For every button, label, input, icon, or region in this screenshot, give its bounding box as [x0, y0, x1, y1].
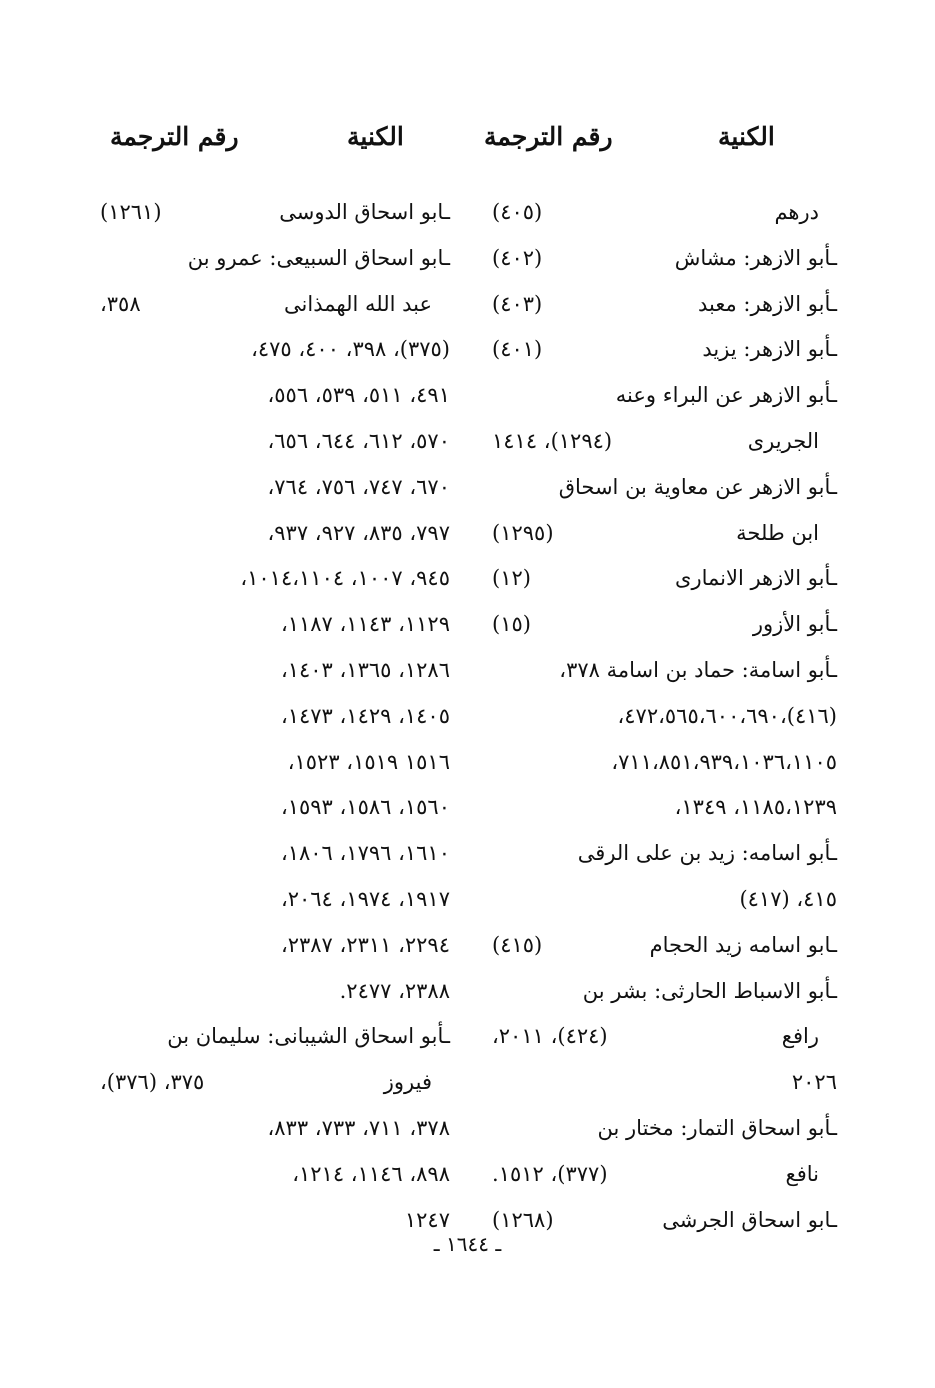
index-entry — [100, 785, 450, 831]
entry-text: ـأبو الازهر: معبد — [697, 291, 837, 316]
index-entry — [100, 282, 450, 328]
entry-text: ٥٧٠، ٦١٢، ٦٤٤، ٦٥٦، — [267, 428, 450, 453]
entry-text: ٢٢٩٤، ٢٣١١، ٢٣٨٧، — [280, 932, 450, 957]
entry-number: (١٢٦٨) — [492, 1207, 554, 1232]
entry-text: ١٢٤٧ — [404, 1207, 450, 1232]
page-number: ـ ١٦٤٤ ـ — [433, 1232, 502, 1256]
index-entry — [100, 969, 450, 1015]
entry-number: (٤٠١) — [492, 337, 543, 362]
entry-text: ـابو اسحاق السبيعى: عمرو بن — [187, 245, 450, 270]
index-entry — [100, 877, 450, 923]
entry-text: ١١٢٩، ١١٤٣، ١١٨٧، — [280, 612, 450, 637]
entry-number: (٤٠٣) — [492, 291, 543, 316]
entry-text: (٣٧٥)، ٣٩٨، ٤٠٠، ٤٧٥، — [251, 337, 450, 362]
entry-text: ـأبو الازهر: مشاش — [674, 245, 837, 270]
entry-text: ١٩١٧، ١٩٧٤، ٢٠٦٤، — [280, 886, 450, 911]
index-entry — [492, 602, 837, 648]
entry-text: ٩٤٥، ١٠٠٧، ١٠١٤،١١٠٤، — [240, 566, 450, 591]
index-entry — [492, 327, 837, 373]
index-entry — [492, 1014, 837, 1060]
entry-text: ـأبو اسامة: حماد بن اسامة ٣٧٨، — [559, 657, 837, 682]
entry-text: ٤١٥، (٤١٧) — [739, 886, 837, 911]
entry-text: الجريرى — [747, 428, 819, 453]
entry-text: (٤١٦)،٤٧٢،٥٦٥،٦٠٠،٦٩٠، — [617, 703, 837, 728]
left-index-column — [100, 190, 450, 1243]
entry-text: ١٤٠٥، ١٤٢٩، ١٤٧٣، — [280, 703, 450, 728]
index-entry — [492, 969, 837, 1015]
index-entry — [100, 694, 450, 740]
entry-text: نافع — [785, 1161, 819, 1186]
index-entry — [100, 648, 450, 694]
index-entry — [100, 1060, 450, 1106]
entry-text: ٢٠٢٦ — [791, 1070, 837, 1095]
entry-number: (١٢٩٤)، ١٤١٤ — [492, 428, 613, 453]
index-entry — [100, 923, 450, 969]
entry-text: ١٥٦٠، ١٥٨٦، ١٥٩٣، — [280, 795, 450, 820]
entry-text: ٦٧٠، ٧٤٧، ٧٥٦، ٧٦٤، — [267, 474, 450, 499]
entry-text: عبد الله الهمذانى — [284, 291, 432, 316]
entry-text: ـأبو الاسباط الحارثى: بشر بن — [582, 978, 837, 1003]
entry-text: ـأبو الازهر عن معاوية بن اسحاق — [558, 474, 837, 499]
index-entry — [100, 602, 450, 648]
entry-number: ٣٥٨، — [100, 291, 141, 316]
entry-number: ٣٧٥، (٣٧٦)، — [100, 1070, 205, 1095]
entry-text: ـأبو الازهر: يزيد — [702, 337, 837, 362]
index-entry — [492, 236, 837, 282]
index-entry — [492, 419, 837, 465]
index-entry — [492, 831, 837, 877]
entry-number: (١٢٩٥) — [492, 520, 554, 545]
index-entry — [100, 190, 450, 236]
index-entry — [492, 877, 837, 923]
index-entry — [100, 556, 450, 602]
header-number-right: رقم الترجمة — [484, 122, 613, 151]
entry-text: ـأبو الازهر عن البراء وعنه — [615, 383, 837, 408]
index-entry — [492, 282, 837, 328]
entry-text: درهم — [774, 200, 819, 224]
entry-text: ٧١١،٨٥١،٩٣٩،١٠٣٦،١١٠٥، — [611, 749, 837, 774]
entry-text: ٨٩٨، ١١٤٦، ١٢١٤، — [292, 1161, 450, 1186]
entry-text: ٣٧٨، ٧١١، ٧٣٣، ٨٣٣، — [267, 1115, 450, 1140]
entry-text: ـأبو اسحاق الشيبانى: سليمان بن — [167, 1024, 450, 1049]
index-entry — [100, 1152, 450, 1198]
entry-text: ـابو اسامه زيد الحجام — [649, 932, 837, 957]
entry-text: ١٦١٠، ١٧٩٦، ١٨٠٦، — [280, 841, 450, 866]
right-index-column — [492, 190, 837, 1243]
index-entry — [100, 373, 450, 419]
entry-text: ـأبو الازهر الانمارى — [675, 566, 837, 591]
entry-text: ـأبو اسامه: زيد بن على الرقى — [577, 841, 837, 866]
header-kunya-left: الكنية — [347, 122, 404, 151]
entry-text: ـابو اسحاق الدوسى — [279, 200, 450, 224]
entry-number: (٣٧٧)، ١٥١٢. — [492, 1161, 608, 1186]
entry-text: ـأبو الأزور — [752, 612, 837, 637]
index-entry — [100, 327, 450, 373]
entry-text: ١١٨٥،١٢٣٩، ١٣٤٩، — [674, 795, 837, 820]
index-entry — [100, 236, 450, 282]
entry-number: (٤٠٢) — [492, 245, 543, 270]
entry-number: (١٥) — [492, 612, 531, 637]
entry-number: (٤٢٤)، ٢٠١١، — [492, 1024, 608, 1049]
entry-text: فيروز — [383, 1070, 432, 1095]
entry-text: ابن طلحة — [736, 520, 819, 545]
index-entry — [492, 694, 837, 740]
entry-number: (٤٠٥) — [492, 200, 543, 224]
entry-text: رافع — [781, 1024, 819, 1049]
entry-text: ـأبو اسحاق التمار: مختار بن — [597, 1115, 837, 1140]
index-entry — [492, 1060, 837, 1106]
index-entry — [492, 373, 837, 419]
entry-text: ١٢٨٦، ١٣٦٥، ١٤٠٣، — [280, 657, 450, 682]
index-entry — [492, 465, 837, 511]
index-entry — [100, 831, 450, 877]
index-entry — [492, 190, 837, 236]
entry-number: (٤١٥) — [492, 932, 543, 957]
index-entry — [100, 419, 450, 465]
entry-text: ـابو اسحاق الجرشى — [662, 1207, 837, 1232]
index-entry — [492, 1106, 837, 1152]
header-kunya-right: الكنية — [718, 122, 775, 151]
index-entry — [100, 511, 450, 557]
entry-number: (١٢٦١) — [100, 200, 162, 224]
index-entry — [492, 923, 837, 969]
header-number-left: رقم الترجمة — [110, 122, 239, 151]
index-entry — [100, 740, 450, 786]
entry-text: ١٥١٦ ١٥١٩، ١٥٢٣، — [287, 749, 450, 774]
entry-text: ٤٩١، ٥١١، ٥٣٩، ٥٥٦، — [267, 383, 450, 408]
index-entry — [492, 740, 837, 786]
index-entry — [492, 785, 837, 831]
entry-number: (١٢) — [492, 566, 531, 591]
index-entry — [492, 648, 837, 694]
index-entry — [100, 465, 450, 511]
index-entry — [100, 1014, 450, 1060]
index-entry — [492, 556, 837, 602]
entry-text: ٢٣٨٨، ٢٤٧٧. — [339, 978, 450, 1003]
entry-text: ٧٩٧، ٨٣٥، ٩٢٧، ٩٣٧، — [267, 520, 450, 545]
index-entry — [492, 511, 837, 557]
index-entry — [100, 1106, 450, 1152]
index-entry — [492, 1152, 837, 1198]
